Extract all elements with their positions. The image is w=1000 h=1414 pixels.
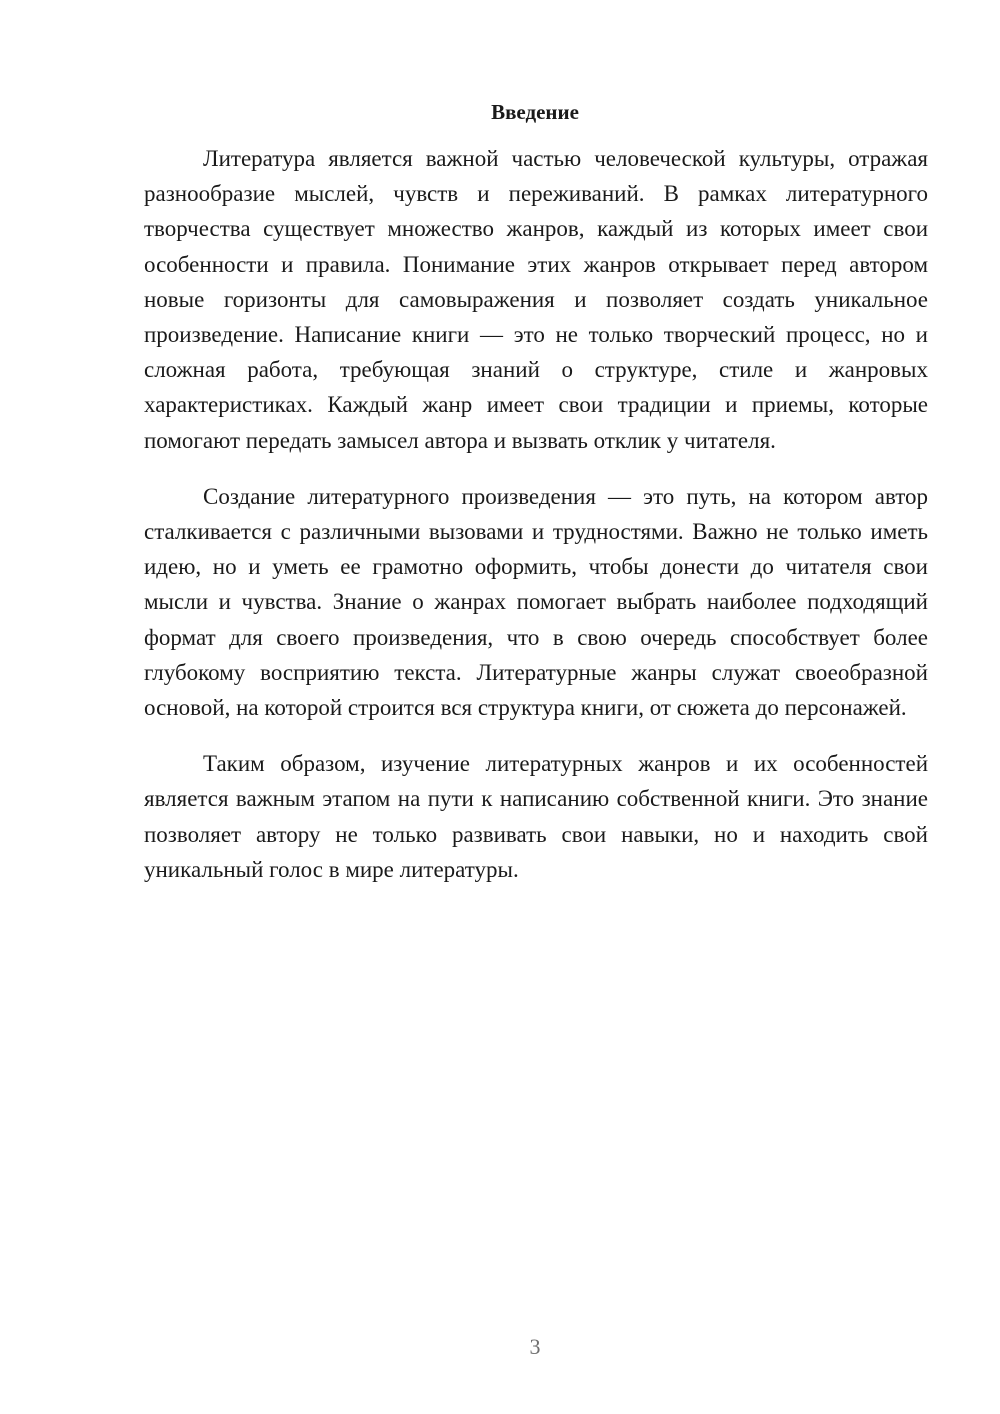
- page-heading: Введение: [491, 100, 579, 124]
- paragraph-2: Создание литературного произведения — это путь, на котором автор сталкивается с различными вызовами и трудностями. Важно не только иметь идею, но и уметь ее грамотно оформить, чтобы донести до читателя свои мысли и чувства. Знание о жанрах помогает выбрать наиболее подходящий формат для своего произведения, что в свою очередь способствует более глубокому восприятию текста. Литературные жанры служат своеобразной основой, на которой строится вся структура книги, от сюжета до персонажей.: [144, 483, 928, 721]
- page-number: 3: [529, 1334, 541, 1359]
- paragraph-3: Таким образом, изучение литературных жанров и их особенностей является важным этапом на пути к написанию собственной книги. Это знание позволяет автору не только развивать свои навыки, но и находить свой уникальный голос в мире литературы.: [144, 751, 928, 882]
- paragraph-1: Литература является важной частью человеческой культуры, отражая разнообразие мыслей, чувств и переживаний. В рамках литературного творчества существует множество жанров, каждый из которых имеет свои особенности и правила. Понимание этих жанров открывает перед автором новые горизонты для самовыражения и позволяет создать уникальное произведение. Написание книги — это не только творческий процесс, но и сложная работа, требующая знаний о структуре, стиле и жанровых характеристиках. Каждый жанр имеет свои традиции и приемы, которые помогают передать замысел автора и вызвать отклик у читателя.: [144, 146, 928, 453]
- body-text: [144, 141, 928, 908]
